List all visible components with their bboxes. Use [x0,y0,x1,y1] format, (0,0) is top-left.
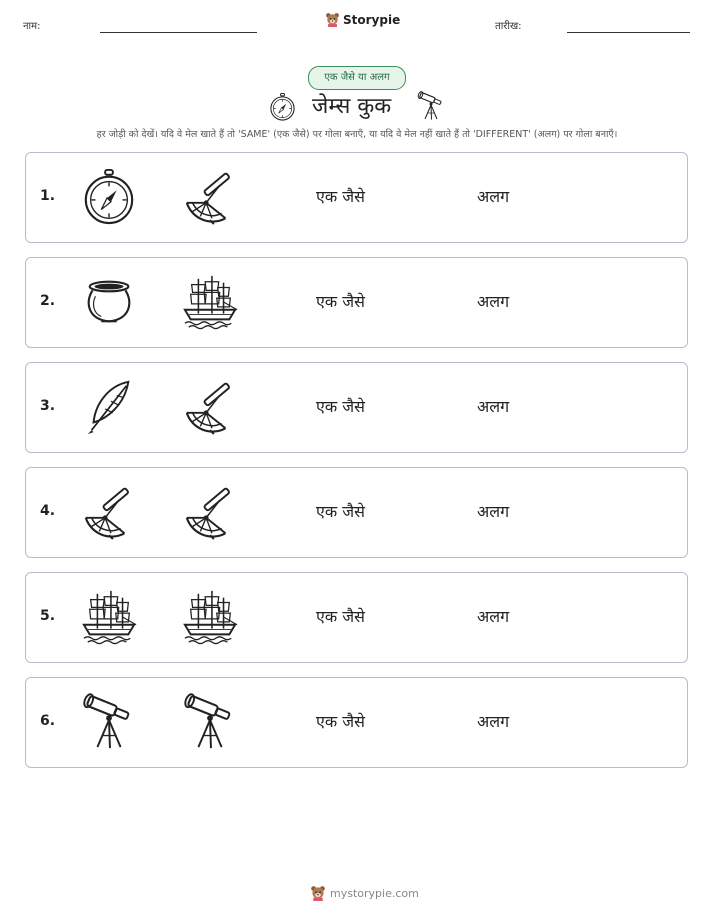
question-number: 3. [40,398,56,414]
same-option[interactable]: एक जैसे [316,292,365,311]
ship-icon [181,272,239,332]
different-option[interactable]: अलग [477,397,510,416]
same-option[interactable]: एक जैसे [316,187,365,206]
feather-quill-icon [80,377,138,437]
date-field[interactable] [567,32,690,33]
sextant-icon [181,377,239,437]
telescope-icon [181,692,239,752]
instructions: हर जोड़ी को देखें। यदि वे मेल खाते हैं तो 'SAME' (एक जैसे) पर गोला बनाएँ, या यदि वे मेल नहीं खाते हैं तो 'DIFFERENT' (अलग) पर गोला बनाएँ। [96,129,618,140]
question-row [25,257,688,348]
pot-icon [80,272,138,332]
same-option[interactable]: एक जैसे [316,607,365,626]
storypie-bear-icon [310,885,326,901]
question-row [25,572,688,663]
question-number: 4. [40,503,56,519]
activity-badge: एक जैसे या अलग [308,66,406,90]
different-option[interactable]: अलग [477,607,510,626]
question-row [25,362,688,453]
question-number: 2. [40,293,56,309]
question-row [25,467,688,558]
compass-icon [80,167,138,227]
telescope-icon [416,90,446,122]
different-option[interactable]: अलग [477,712,510,731]
question-row [25,677,688,768]
sextant-icon [181,482,239,542]
brand-logo [325,12,400,27]
different-option[interactable]: अलग [477,502,510,521]
question-number: 5. [40,608,56,624]
footer [310,885,419,901]
question-number: 6. [40,713,56,729]
brand-name: Storypie [343,12,401,27]
ship-icon [181,587,239,647]
different-option[interactable]: अलग [477,187,510,206]
telescope-icon [80,692,138,752]
question-number: 1. [40,188,56,204]
different-option[interactable]: अलग [477,292,510,311]
footer-site: mystorypie.com [330,886,419,900]
compass-icon [268,91,297,123]
same-option[interactable]: एक जैसे [316,712,365,731]
same-option[interactable]: एक जैसे [316,502,365,521]
name-field[interactable] [100,32,257,33]
page-title: जेम्स कुक [312,94,392,119]
storypie-bear-icon [325,12,340,27]
ship-icon [80,587,138,647]
name-label: नाम: [23,21,41,32]
sextant-icon [80,482,138,542]
sextant-icon [181,167,239,227]
date-label: तारीख: [495,21,522,32]
question-row [25,152,688,243]
same-option[interactable]: एक जैसे [316,397,365,416]
